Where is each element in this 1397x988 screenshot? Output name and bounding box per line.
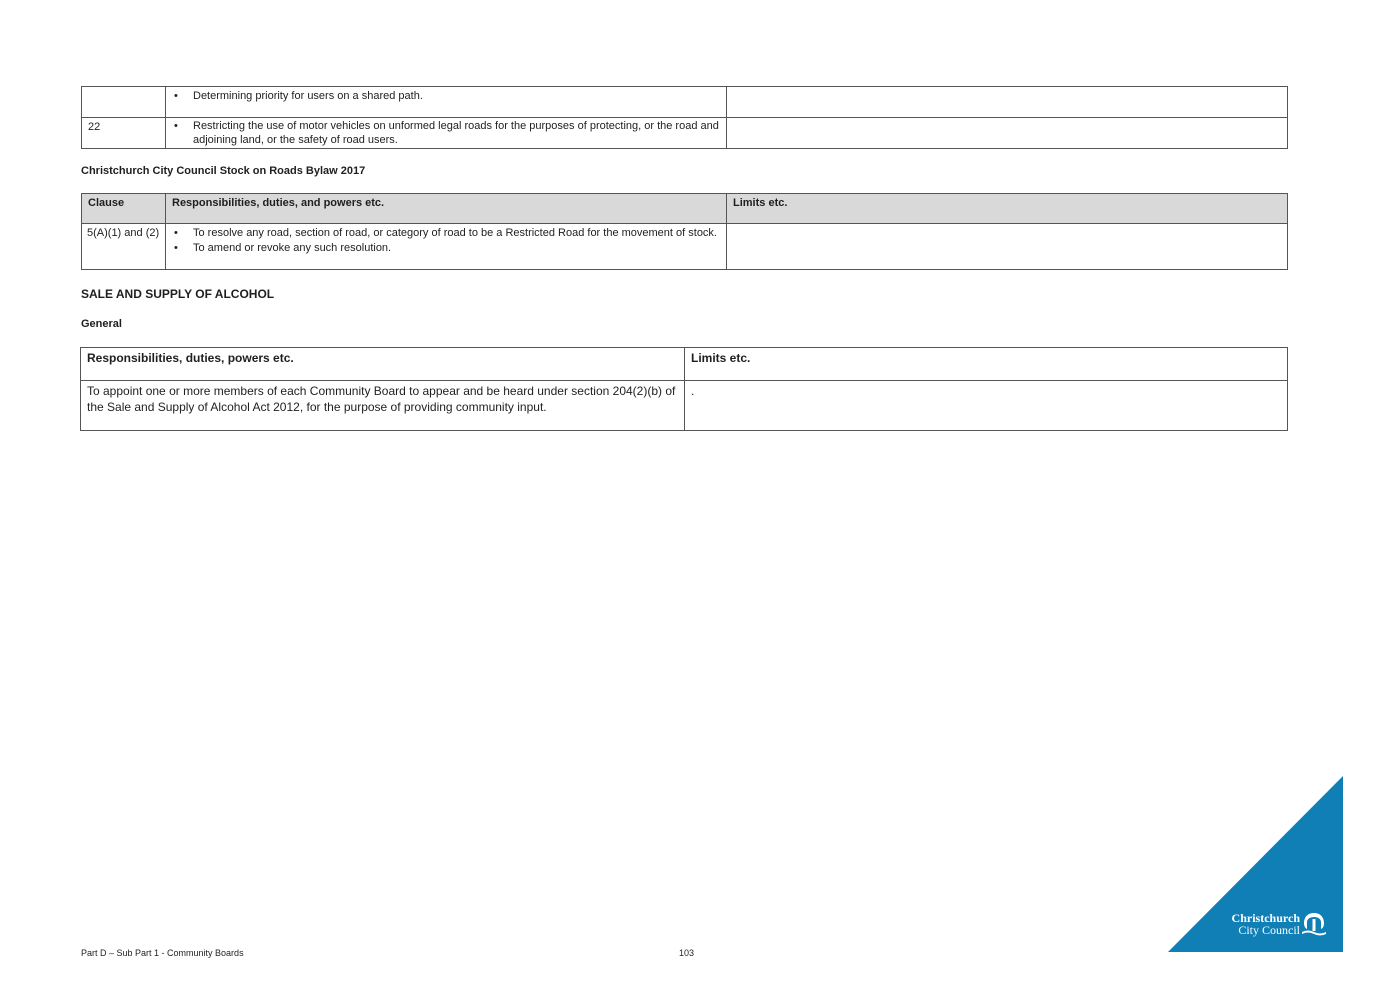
limits-cell — [727, 224, 1288, 270]
stock-table — [81, 193, 1288, 270]
responsibility-cell — [166, 224, 727, 270]
continuation-table — [81, 86, 1288, 149]
clause-cell — [82, 87, 166, 118]
list-item: • To amend or revoke any such resolution. — [172, 241, 720, 256]
header-responsibilities: Responsibilities, duties, powers etc. — [81, 348, 685, 381]
limits-cell — [727, 87, 1288, 118]
logo-text — [1200, 912, 1300, 936]
header-limits: Limits etc. — [685, 348, 1288, 381]
cathedral-icon — [1302, 912, 1326, 938]
logo-line-1: Christchurch — [1231, 911, 1300, 925]
list-item: • Determining priority for users on a shared path. — [172, 89, 720, 104]
limits-cell: . — [685, 381, 1288, 431]
header-limits: Limits etc. — [727, 194, 1288, 224]
table-row — [82, 224, 1288, 270]
table-row — [81, 381, 1288, 431]
table-header-row — [82, 194, 1288, 224]
section-heading-stock: Christchurch City Council Stock on Roads Bylaw 2017 — [81, 165, 366, 177]
subheading-general: General — [81, 318, 122, 330]
alcohol-table — [80, 347, 1288, 431]
footer-label: Part D – Sub Part 1 - Community Boards — [81, 948, 244, 958]
limits-cell — [727, 118, 1288, 149]
list-item: • Restricting the use of motor vehicles on unformed legal roads for the purposes of protecting, or the road and adjoining land, or the safety of road users. — [172, 119, 720, 147]
logo-line-2: City Council — [1238, 923, 1300, 937]
table-header-row — [81, 348, 1288, 381]
section-heading-alcohol: SALE AND SUPPLY OF ALCOHOL — [81, 287, 275, 301]
responsibility-cell — [166, 118, 727, 149]
list-item: • To resolve any road, section of road, or category of road to be a Restricted Road for the movement of stock. — [172, 226, 720, 241]
header-responsibilities: Responsibilities, duties, and powers etc. — [166, 194, 727, 224]
responsibility-cell: To appoint one or more members of each Community Board to appear and be heard under section 204(2)(b) of the Sale and Supply of Alcohol Act 2012, for the purpose of providing community input. — [81, 381, 685, 431]
page-number: 103 — [679, 948, 695, 958]
responsibility-cell — [166, 87, 727, 118]
header-clause: Clause — [82, 194, 166, 224]
table-row — [82, 118, 1288, 149]
clause-cell: 5(A)(1) and (2) — [82, 224, 166, 270]
clause-cell: 22 — [82, 118, 166, 149]
table-row — [82, 87, 1288, 118]
